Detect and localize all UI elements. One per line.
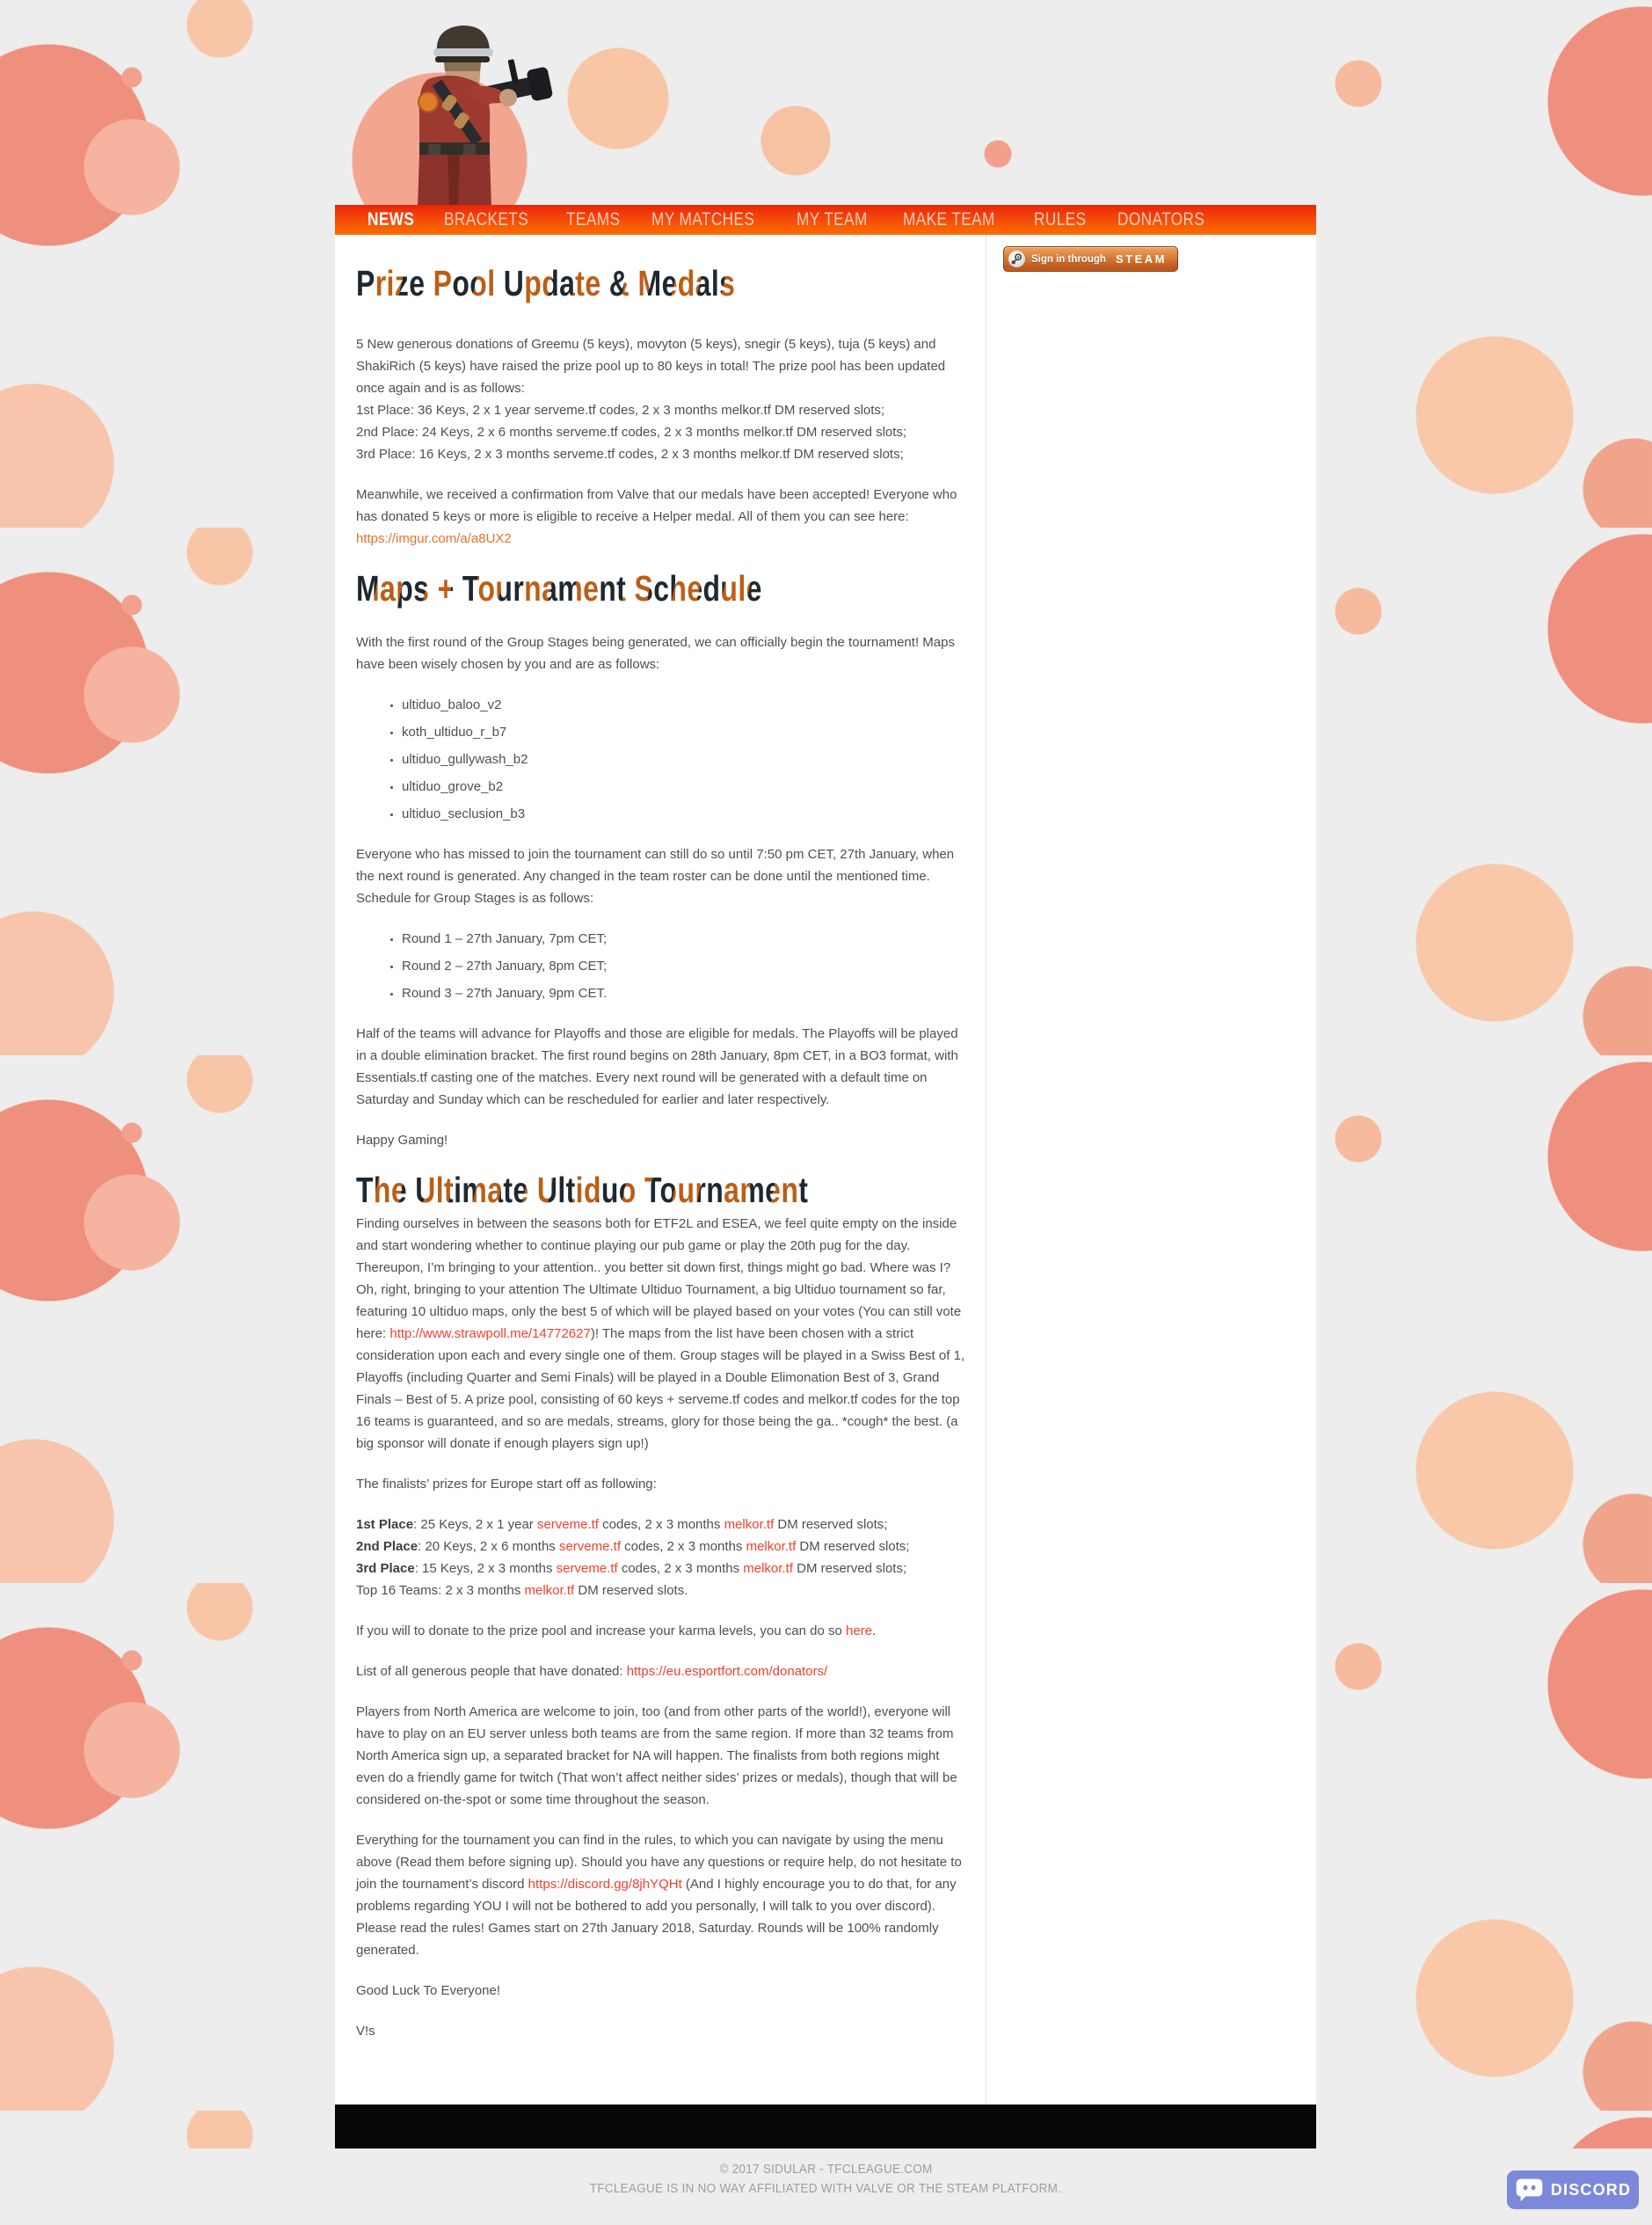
steam-button-text: Sign in through (1031, 253, 1106, 265)
nav-item-make-team (893, 209, 1025, 230)
article-paragraph: If you will to donate to the prize pool and increase your karma levels, you can do so here. (356, 1623, 877, 1638)
article-paragraph: Meanwhile, we received a confirmation from Valve that our medals have been accepted! Everyone who has donated 5 keys or more is eligible to receive a Helper medal. All of them you can see here: https://imgur.com/a/a8UX2 (356, 487, 957, 546)
article-paragraph: V!s (356, 2024, 375, 2039)
bold-text: 1st Place (356, 1517, 414, 1532)
article-paragraph: Everything for the tournament you can find in the rules, to which you can navigate by using the menu above (Read them before signing up). Should you have any questions or require help, do not hesitate to join the tournament’s discord https://discord.gg/8jhYQHt (And I highly encourage you to do that, for any problems regarding YOU I will not be bothered to add you personally, I will talk to you over discord). Please read the rules! Games start on 27th January 2018, Saturday. Rounds will be 100% randomly generated. (356, 1833, 962, 1958)
list-item: • Round 3 – 27th January, 9pm CET. (402, 982, 972, 1004)
article-paragraph: Good Luck To Everyone! (356, 1983, 500, 1998)
list-item: • Round 1 – 27th January, 7pm CET; (402, 928, 972, 950)
heading-text: Maps + Tournament Schedule (356, 568, 762, 609)
article-paragraph: 5 New generous donations of Greemu (5 keys), movyton (5 keys), snegir (5 keys), tuja (5 keys) and ShakiRich (5 keys) have raised the prize pool up to 80 keys in total! The prize pool has been updated once again and is as follows: 1st Place: 36 Keys, 2 x 1 year serveme.tf codes, 2 x 3 months melkor.tf DM reserved slots; 2nd Place: 24 Keys, 2 x 6 months serveme.tf codes, 2 x 3 months melkor.tf DM reserved slots; 3rd Place: 16 Keys, 2 x 3 months serveme.tf codes, 2 x 3 months melkor.tf DM reserved slots; (356, 337, 946, 462)
nav-item-teams (557, 209, 642, 230)
nav-link[interactable] (1108, 209, 1234, 230)
nav-link[interactable] (358, 209, 434, 230)
nav-link-label: BRACKETS (444, 209, 529, 230)
article-paragraph: The finalists’ prizes for Europe start off as following: (356, 1477, 657, 1492)
inline-link[interactable]: melkor.tf (524, 1583, 575, 1598)
news-article-column (335, 235, 986, 2105)
heading-text: The Ultimate Ultiduo Tournament (356, 1170, 809, 1210)
bullet-list (356, 928, 972, 1004)
article-paragraph: List of all generous people that have donated: https://eu.esportfort.com/donators/ (356, 1664, 828, 1679)
article-paragraph: 1st Place: 25 Keys, 2 x 1 year serveme.tf codes, 2 x 3 months melkor.tf DM reserved slots; 2nd Place: 20 Keys, 2 x 6 months serveme.tf codes, 2 x 3 months melkor.tf DM reserved slots; 3rd Place: 15 Keys, 2 x 3 months serveme.tf codes, 2 x 3 months melkor.tf DM reserved slots; Top 16 Teams: 2 x 3 months melkor.tf DM reserved slots. (356, 1517, 910, 1598)
nav-link[interactable] (434, 209, 557, 230)
list-item: • ultiduo_gullywash_b2 (402, 748, 972, 770)
site-container (335, 0, 1316, 2148)
site-footer (0, 2148, 1652, 2225)
content-area (335, 235, 1316, 2105)
nav-item-my-team (787, 209, 892, 230)
nav-link-label: TEAMS (566, 209, 621, 230)
nav-link-label: DONATORS (1117, 209, 1205, 230)
nav-item-my-matches (642, 209, 787, 230)
inline-link[interactable]: melkor.tf (724, 1517, 775, 1532)
nav-link[interactable] (557, 209, 642, 230)
nav-link[interactable] (893, 209, 1025, 230)
bullet-list (356, 694, 972, 825)
heading-text: Prize Pool Update & Medals (356, 263, 736, 303)
steam-logo-icon (1008, 251, 1025, 267)
steam-brand-text: STEAM (1115, 252, 1167, 266)
inline-link[interactable]: http://www.strawpoll.me/14772627 (389, 1326, 591, 1341)
discord-button[interactable] (1507, 2170, 1639, 2209)
nav-item-donators (1108, 209, 1234, 230)
list-item: • Round 2 – 27th January, 8pm CET; (402, 955, 972, 977)
nav-item-rules (1024, 209, 1108, 230)
article-paragraph: Finding ourselves in between the seasons both for ETF2L and ESEA, we feel quite empty on the inside and start wondering whether to continue playing our pub game or play the 20th pug for the day. Thereupon, I’m bringing to your attention.. you better sit down first, things might go bad. Where was I? Oh, right, bringing to your attention The Ultimate Ultiduo Tournament, a big Ultiduo tournament so far, featuring 10 ultiduo maps, only the best 5 of which will be played based on your votes (You can still vote here: http://www.strawpoll.me/14772627)! The maps from the list have been chosen with a strict consideration upon each and every single one of them. Group stages will be played in a Swiss Best of 1, Playoffs (including Quarter and Semi Finals) will be played in a Double Elimonation Best of 3, Grand Finals – Best of 5. A prize pool, consisting of 60 keys + serveme.tf codes and melkor.tf codes for the top 16 teams is guaranteed, and so are medals, streams, glory for those being the ga.. *cough* the best. (a big sponsor will donate if enough players sign up!) (356, 1216, 965, 1451)
footer-divider-bar (335, 2105, 1316, 2148)
list-item: • ultiduo_baloo_v2 (402, 694, 972, 716)
inline-link[interactable]: https://eu.esportfort.com/donators/ (626, 1664, 828, 1679)
nav-link-label: MAKE TEAM (902, 209, 995, 230)
nav-link[interactable] (642, 209, 787, 230)
inline-link[interactable]: melkor.tf (743, 1561, 793, 1576)
bold-text: 3rd Place (356, 1561, 415, 1576)
nav-link-label: NEWS (368, 209, 415, 230)
inline-link[interactable]: melkor.tf (746, 1539, 797, 1554)
section-heading (356, 1170, 972, 1210)
copyright-text: © 2017 SIDULAR - TFCLEAGUE.COM (719, 2162, 933, 2177)
article-paragraph: Happy Gaming! (356, 1133, 448, 1148)
article-paragraph: Players from North America are welcome to join, too (and from other parts of the world!), everyone will have to play on an EU server unless both teams are from the same region. If more than 32 teams from North America sign up, a separated bracket for NA will happen. The finalists from both regions might even do a friendly game for twitch (That won’t affect neither sides’ prizes or medals), though that will be considered on-the-spot or some time throughout the season. (356, 1704, 957, 1807)
disclaimer-text: TFCLEAGUE IS IN NO WAY AFFILIATED WITH VALVE OR THE STEAM PLATFORM. (590, 2181, 1062, 2196)
nav-item-news (358, 209, 434, 230)
section-heading (356, 568, 972, 609)
article-paragraph: Everyone who has missed to join the tournament can still do so until 7:50 pm CET, 27th January, when the next round is generated. Any changed in the team roster can be done until the mentioned time. Schedule for Group Stages is as follows: (356, 847, 955, 906)
nav-list (335, 205, 1316, 235)
list-item: • ultiduo_seclusion_b3 (402, 803, 972, 825)
site-header (335, 0, 1316, 205)
inline-link[interactable]: https://discord.gg/8jhYQHt (528, 1877, 682, 1892)
inline-link[interactable]: serveme.tf (556, 1561, 618, 1576)
tf2-soldier-mascot-image (382, 11, 558, 205)
inline-link[interactable]: serveme.tf (536, 1517, 599, 1532)
inline-link[interactable]: here (845, 1623, 873, 1638)
article-paragraph: With the first round of the Group Stages being generated, we can officially begin the tournament! Maps have been wisely chosen by you and are as follows: (356, 635, 955, 672)
nav-link-label: MY MATCHES (651, 209, 755, 230)
steam-signin-button[interactable] (1003, 246, 1178, 272)
list-item: • koth_ultiduo_r_b7 (402, 721, 972, 743)
news-article (356, 263, 972, 2042)
nav-link[interactable] (1024, 209, 1108, 230)
article-paragraph: Half of the teams will advance for Playoffs and those are eligible for medals. The Playoffs will be played in a double elimination bracket. The first round begins on 28th January, 8pm CET, in a BO3 format, with Essentials.tf casting one of the matches. Every next round will be generated with a default time on Saturday and Sunday which can be rescheduled for earlier and later respectively. (356, 1026, 958, 1107)
bold-text: 2nd Place (356, 1539, 418, 1554)
nav-link-label: MY TEAM (797, 209, 868, 230)
nav-link-label: RULES (1034, 209, 1087, 230)
discord-icon (1515, 2178, 1544, 2202)
nav-link[interactable] (787, 209, 892, 230)
inline-link[interactable]: https://imgur.com/a/a8UX2 (356, 531, 512, 546)
article-title (356, 263, 972, 303)
nav-item-brackets (434, 209, 557, 230)
main-navigation (335, 205, 1316, 235)
discord-button-label: DISCORD (1550, 2180, 1632, 2199)
sidebar (986, 235, 1316, 2105)
list-item: • ultiduo_grove_b2 (402, 776, 972, 798)
inline-link[interactable]: serveme.tf (558, 1539, 621, 1554)
